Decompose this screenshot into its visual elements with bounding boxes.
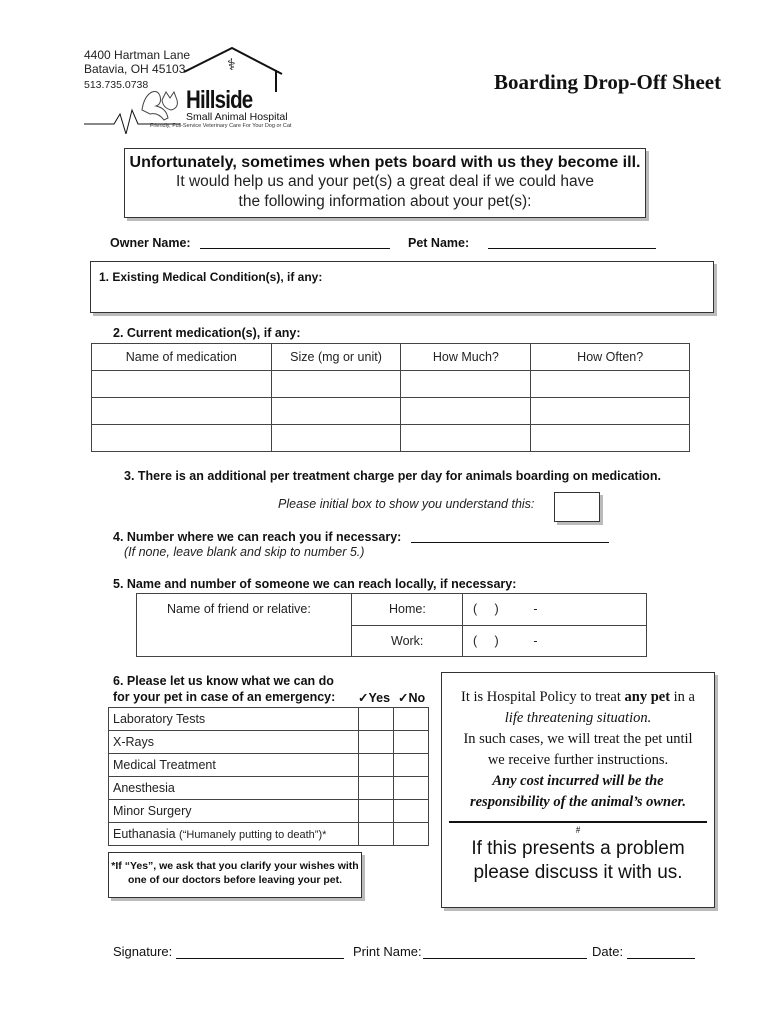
local-contact-box — [136, 593, 647, 657]
table-cell[interactable] — [92, 425, 272, 452]
policy-line6: responsibility of the animal’s owner. — [469, 794, 687, 810]
section6-label-line1: 6. Please let us know what we can do — [113, 674, 334, 688]
no-checkbox[interactable] — [394, 800, 429, 823]
no-checkbox[interactable] — [394, 777, 429, 800]
section1-label: 1. Existing Medical Condition(s), if any: — [99, 270, 323, 284]
logo-subtitle: Small Animal Hospital — [186, 111, 288, 123]
policy-divider — [449, 821, 707, 823]
print-name-label: Print Name: — [353, 944, 422, 959]
initial-box[interactable] — [554, 492, 600, 522]
emergency-table — [108, 707, 429, 846]
emergency-item-label: Anesthesia — [109, 777, 359, 800]
heartbeat-line-icon — [84, 110, 180, 134]
pet-name-field[interactable] — [488, 234, 656, 249]
table-cell[interactable] — [531, 425, 690, 452]
intro-line1: Unfortunately, sometimes when pets board with us they become ill. — [129, 154, 641, 171]
emergency-item-label: Laboratory Tests — [109, 708, 359, 731]
section5-label: 5. Name and number of someone we can reach locally, if necessary: — [113, 577, 517, 591]
policy-line8: please discuss it with us. — [473, 862, 683, 883]
table-cell[interactable] — [271, 425, 401, 452]
home-phone-label: Home: — [389, 602, 426, 616]
no-column-label: ✓No — [398, 691, 426, 705]
address-line1: 4400 Hartman Lane — [84, 48, 191, 62]
table-cell[interactable] — [531, 371, 690, 398]
yes-checkbox[interactable] — [359, 708, 394, 731]
euthanasia-footnote-box — [108, 852, 362, 898]
friend-name-label: Name of friend or relative: — [167, 602, 311, 616]
column-header: How Often? — [531, 344, 690, 371]
column-header: Size (mg or unit) — [271, 344, 401, 371]
section3-label: 3. There is an additional per treatment charge per day for animals boarding on medication. — [124, 469, 661, 483]
yes-column-label: ✓Yes — [358, 691, 391, 705]
footnote-line1: *If “Yes”, we ask that you clarify your wishes with — [111, 860, 359, 872]
page-title: Boarding Drop-Off Sheet — [494, 70, 722, 94]
table-cell[interactable] — [401, 425, 531, 452]
table-cell[interactable] — [401, 371, 531, 398]
yes-checkbox[interactable] — [359, 777, 394, 800]
table-row — [92, 371, 690, 398]
policy-line4: we receive further instructions. — [487, 752, 669, 768]
section6-label-line2: for your pet in case of an emergency: — [113, 690, 336, 704]
policy-line7: If this presents a problem — [471, 838, 685, 859]
table-row — [92, 425, 690, 452]
no-checkbox[interactable] — [394, 823, 429, 846]
table-row — [109, 777, 429, 800]
intro-line3: the following information about your pet(s): — [238, 193, 532, 210]
yes-checkbox[interactable] — [359, 731, 394, 754]
table-cell[interactable] — [92, 398, 272, 425]
signature-label: Signature: — [113, 944, 173, 959]
euthanasia-label: Euthanasia — [113, 827, 176, 841]
column-header: Name of medication — [92, 344, 272, 371]
column-header: How Much? — [401, 344, 531, 371]
no-checkbox[interactable] — [394, 731, 429, 754]
contact-number-field[interactable] — [411, 528, 609, 543]
policy-mark: # — [575, 825, 581, 835]
euthanasia-note: (“Humanely putting to death”)* — [179, 829, 327, 841]
work-phone-field[interactable]: ( ) - — [473, 634, 538, 648]
intro-box — [124, 148, 646, 218]
phone-number: 513.735.0738 — [84, 79, 149, 91]
print-name-field[interactable] — [423, 944, 587, 959]
section4-label: 4. Number where we can reach you if necessary: — [113, 530, 402, 544]
table-cell[interactable] — [401, 398, 531, 425]
no-checkbox[interactable] — [394, 708, 429, 731]
pet-name-label: Pet Name: — [408, 236, 470, 250]
yes-checkbox[interactable] — [359, 754, 394, 777]
table-row — [109, 800, 429, 823]
caduceus-icon: ⚕ — [227, 57, 236, 74]
date-field[interactable] — [627, 944, 695, 959]
hospital-policy-box — [441, 672, 715, 908]
logo-tagline: Friendly, Full-Service Veterinary Care For Your Dog or Cat — [150, 123, 292, 129]
table-row — [109, 731, 429, 754]
cat-icon — [162, 92, 177, 110]
table-header-row — [92, 344, 690, 371]
medical-conditions-box[interactable] — [90, 261, 714, 313]
table-row — [109, 823, 429, 846]
address-line2: Batavia, OH 45103 — [84, 62, 186, 76]
footnote-line2: one of our doctors before leaving your pet. — [127, 874, 343, 886]
table-row — [109, 708, 429, 731]
table-cell[interactable] — [271, 398, 401, 425]
table-row — [109, 754, 429, 777]
initial-prompt: Please initial box to show you understand this: — [278, 497, 535, 511]
table-row — [92, 398, 690, 425]
work-phone-label: Work: — [391, 634, 424, 648]
emergency-item-label: Minor Surgery — [109, 800, 359, 823]
section4-note: (If none, leave blank and skip to number 5.) — [124, 545, 365, 559]
yes-checkbox[interactable] — [359, 823, 394, 846]
section2-label: 2. Current medication(s), if any: — [113, 326, 301, 340]
emergency-item-label: Medical Treatment — [109, 754, 359, 777]
logo-name: Hillside — [186, 86, 253, 114]
policy-line3: In such cases, we will treat the pet until — [463, 731, 693, 747]
owner-name-label: Owner Name: — [110, 236, 191, 250]
home-phone-field[interactable]: ( ) - — [473, 602, 538, 616]
yes-checkbox[interactable] — [359, 800, 394, 823]
date-label: Date: — [592, 944, 624, 959]
policy-line1: It is Hospital Policy to treat any pet in a — [460, 689, 695, 705]
table-cell[interactable] — [92, 371, 272, 398]
table-cell[interactable] — [271, 371, 401, 398]
intro-line2: It would help us and your pet(s) a great deal if we could have — [176, 173, 594, 190]
signature-field[interactable] — [176, 944, 344, 959]
policy-line2: life threatening situation. — [504, 710, 652, 726]
no-checkbox[interactable] — [394, 754, 429, 777]
medication-table — [91, 343, 690, 452]
emergency-item-label: X-Rays — [109, 731, 359, 754]
policy-line5: Any cost incurred will be the — [492, 773, 664, 789]
emergency-item-euthanasia — [109, 823, 359, 846]
table-cell[interactable] — [531, 398, 690, 425]
owner-name-field[interactable] — [200, 234, 390, 249]
